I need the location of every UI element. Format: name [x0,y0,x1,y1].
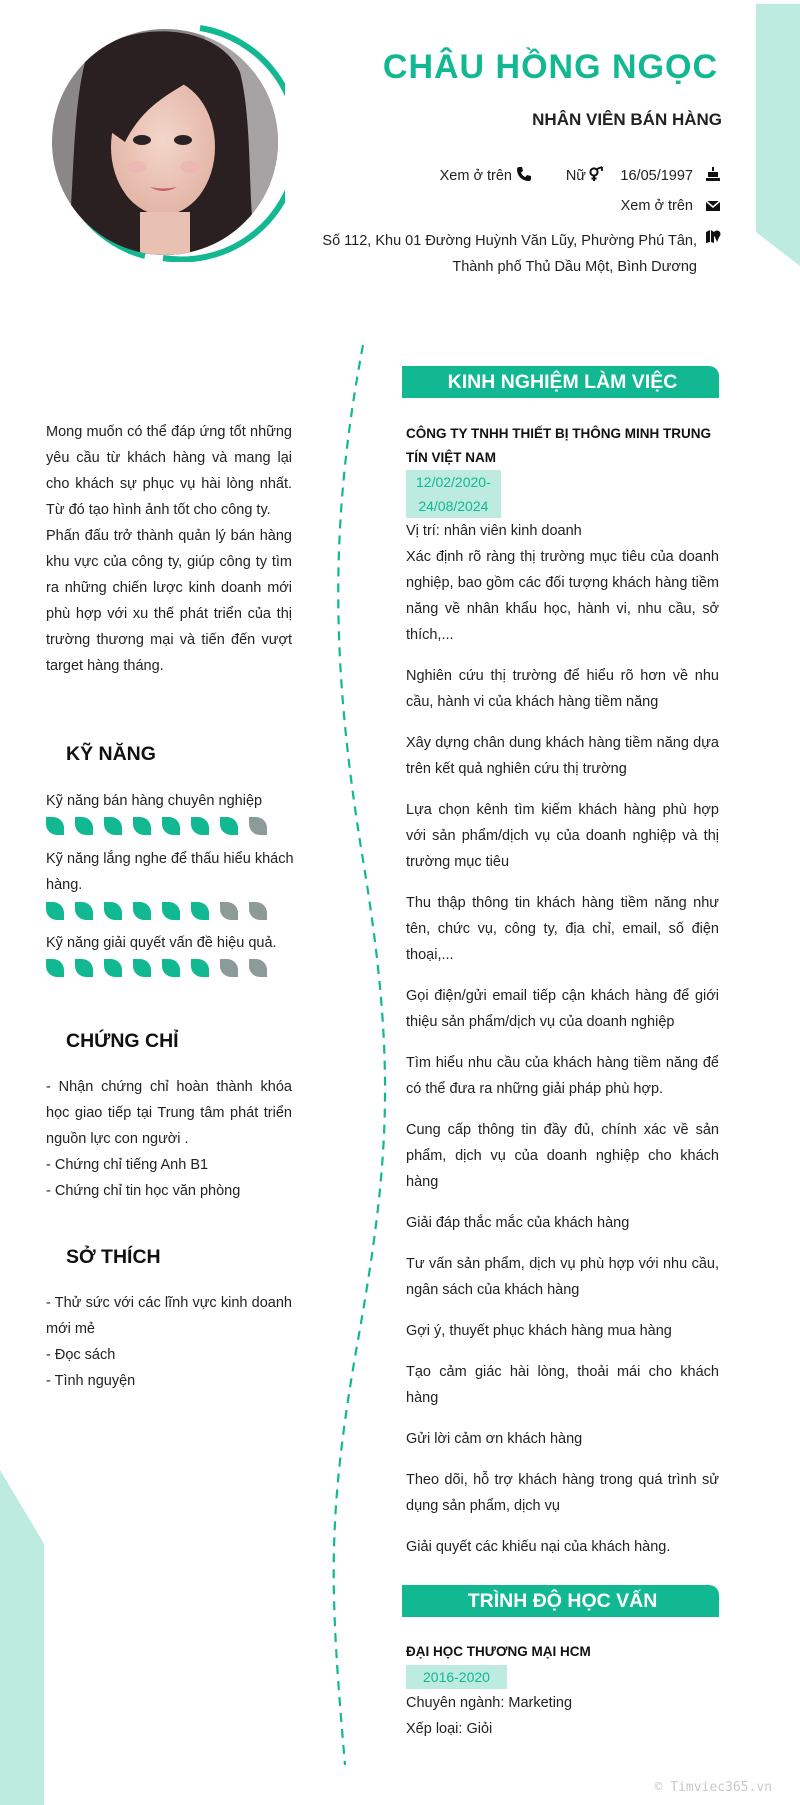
address [277,228,697,280]
date-end: 24/08/2024 [418,498,489,514]
decor-bottom-left [0,1470,44,1805]
education-date: 2016-2020 [406,1665,507,1689]
experience-date [406,470,501,518]
responsibility-item: Theo dõi, hỗ trợ khách hàng trong quá trình sử dụng sản phẩm, dịch vụ [406,1472,719,1514]
candidate-name: CHÂU HỒNG NGỌC [382,48,718,86]
major: Chuyên ngành: Marketing [406,1695,573,1711]
skill-rating [46,817,267,837]
school-name: ĐẠI HỌC THƯƠNG MẠI HCM [406,1644,591,1659]
responsibility-item: Gọi điện/gửi email tiếp cận khách hàng để giới thiệu sản phẩm/dịch vụ của doanh nghiệp [406,988,719,1030]
hobbies-list [46,1290,292,1394]
skill-rating [46,959,267,979]
watermark: © Timviec365.vn [654,1780,772,1795]
birthday-value: 16/05/1997 [620,168,693,184]
hobby-item: - Thử sức với các lĩnh vực kinh doanh mới mẻ [46,1295,292,1337]
avatar [45,22,285,262]
responsibility-item: Gửi lời cảm ơn khách hàng [406,1431,583,1447]
experience-details [406,518,719,1575]
grade: Xếp loại: Giỏi [406,1721,493,1737]
skill-name: Kỹ năng lắng nghe để thấu hiểu khách hàng. [46,851,294,893]
birthday-cake-icon [705,166,721,182]
map-pin-icon [705,228,721,244]
responsibility-item: Thu thập thông tin khách hàng tiềm năng như tên, chức vụ, công ty, địa chỉ, email, số điện thoại,... [406,895,719,963]
hobby-item: - Đọc sách [46,1347,116,1363]
timeline-divider [330,340,390,1770]
responsibility-item: Giải quyết các khiếu nại của khách hàng. [406,1539,671,1555]
email-value: Xem ở trên [620,198,693,214]
responsibility-item: Tư vấn sản phẩm, dịch vụ phù hợp với nhu cầu, ngân sách của khách hàng [406,1256,719,1298]
gender-icon [588,166,604,182]
responsibility-item: Xây dựng chân dung khách hàng tiềm năng dựa trên kết quả nghiên cứu thị trường [406,735,719,777]
certificate-item: - Chứng chỉ tiếng Anh B1 [46,1157,209,1173]
hobbies-heading: SỞ THÍCH [66,1246,161,1268]
education-details [406,1690,719,1742]
responsibility-item: Xác định rõ ràng thị trường mục tiêu của doanh nghiệp, bao gồm các đối tượng khách hàng tiềm năng về nhân khẩu học, hành vi, nhu cầu, sở thích,... [406,549,719,643]
skills-heading: KỸ NĂNG [66,743,156,765]
responsibility-item: Tạo cảm giác hài lòng, thoải mái cho khách hàng [406,1364,719,1406]
address-line-1: Số 112, Khu 01 Đường Huỳnh Văn Lũy, Phường Phú Tân, [322,233,697,249]
certificates-heading: CHỨNG CHỈ [66,1030,179,1052]
education-heading: TRÌNH ĐỘ HỌC VẤN [406,1585,719,1617]
skill-rating [46,902,267,922]
objective-paragraph-1: Mong muốn có thể đáp ứng tốt những yêu cầu từ khách hàng và mang lại cho khách sự phục vụ hài lòng nhất. Từ đó tạo hình ảnh tốt cho công ty. [46,424,292,518]
date-start: 12/02/2020- [416,474,491,490]
address-line-2: Thành phố Thủ Dầu Một, Bình Dương [452,259,697,275]
skill-name: Kỹ năng giải quyết vấn đề hiệu quả. [46,935,277,951]
mail-icon [705,198,721,214]
responsibility-item: Giải đáp thắc mắc của khách hàng [406,1215,630,1231]
hobby-item: - Tình nguyện [46,1373,136,1389]
certificates-list [46,1074,292,1204]
responsibility-item: Nghiên cứu thị trường để hiểu rõ hơn về nhu cầu, hành vi của khách hàng tiềm năng [406,668,719,710]
position: Vị trí: nhân viên kinh doanh [406,523,582,539]
responsibility-item: Gợi ý, thuyết phục khách hàng mua hàng [406,1323,672,1339]
experience-heading: KINH NGHIỆM LÀM VIỆC [406,366,719,398]
job-title: NHÂN VIÊN BÁN HÀNG [532,110,722,129]
certificate-item: - Chứng chỉ tin học văn phòng [46,1183,241,1199]
responsibility-item: Cung cấp thông tin đầy đủ, chính xác về sản phẩm, dịch vụ của doanh nghiệp cho khách hàng [406,1122,719,1190]
decor-top-right [756,4,800,266]
gender-value: Nữ [565,168,586,184]
responsibility-item: Tìm hiểu nhu cầu của khách hàng tiềm năng để có thể đưa ra những giải pháp phù hợp. [406,1055,719,1097]
avatar-photo [45,22,285,262]
certificate-item: - Nhận chứng chỉ hoàn thành khóa học giao tiếp tại Trung tâm phát triển nguồn lực con người . [46,1079,292,1147]
phone-value: Xem ở trên [439,168,512,184]
company-name: CÔNG TY TNHH THIẾT BỊ THÔNG MINH TRUNG TÍN VIỆT NAM [406,426,711,465]
responsibility-item: Lựa chọn kênh tìm kiếm khách hàng phù hợp với sản phẩm/dịch vụ của doanh nghiệp và thị trường mục tiêu [406,802,719,870]
phone-icon [516,166,532,182]
skill-name: Kỹ năng bán hàng chuyên nghiệp [46,793,263,809]
objective-paragraph-2: Phấn đấu trở thành quản lý bán hàng khu vực của công ty, giúp công ty tìm ra những chiến lược kinh doanh mới phù hợp với xu thế phát triển của thị trường thương mại và tiến đến vượt target hàng tháng. [46,528,292,674]
objective [46,419,292,679]
